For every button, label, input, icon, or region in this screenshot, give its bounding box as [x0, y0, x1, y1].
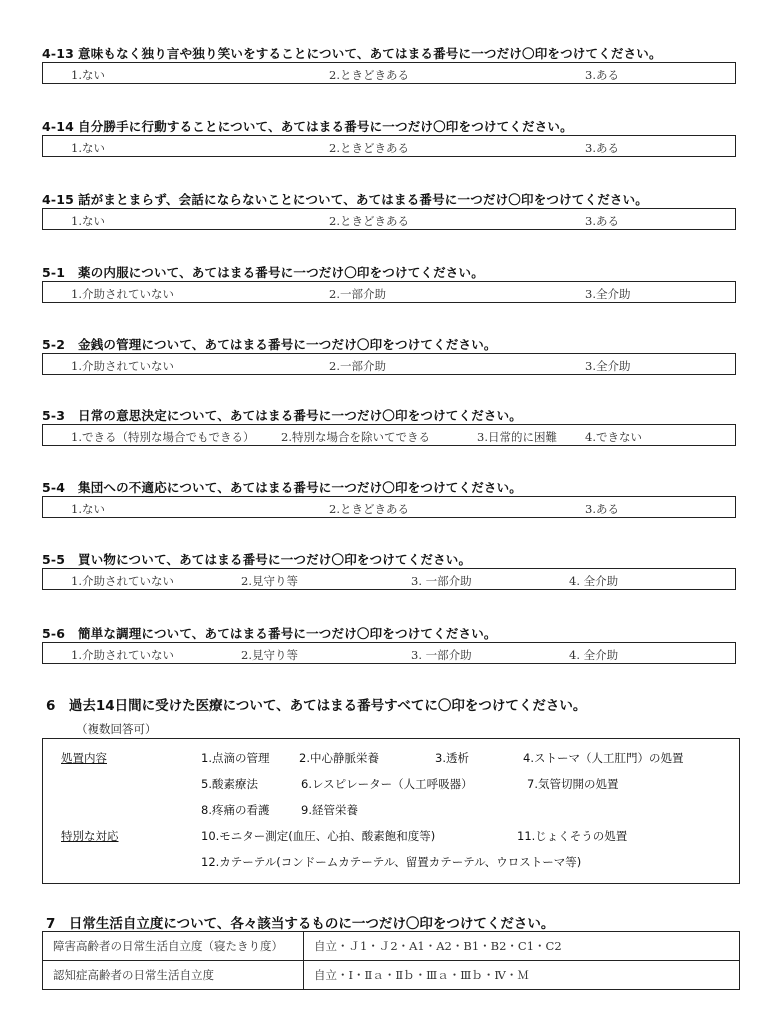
question-4-14	[42, 117, 573, 135]
question-number: 5-4	[42, 480, 66, 495]
option-4[interactable]: 4. 全介助	[569, 648, 619, 662]
question-text: 自分勝手に行動することについて、あてはまる番号に一つだけ〇印をつけてください。	[78, 119, 573, 134]
option-3[interactable]: 3. 一部介助	[411, 574, 472, 588]
question-number: 5-3	[42, 408, 66, 423]
question-5-3	[42, 406, 522, 424]
option-4[interactable]: 4.ストーマ（人工肛門）の処置	[523, 751, 684, 765]
question-text: 日常の意思決定について、あてはまる番号に一つだけ〇印をつけてください。	[78, 408, 523, 423]
option-7[interactable]: 7.気管切開の処置	[527, 777, 619, 791]
question-number: 5-6	[42, 626, 66, 641]
option-4[interactable]: 4. 全介助	[569, 574, 619, 588]
option-2[interactable]: 2.ときどきある	[329, 141, 409, 155]
option-11[interactable]: 11.じょくそうの処置	[517, 829, 628, 843]
option-3[interactable]: 3.ある	[585, 214, 619, 228]
answer-box-4-15	[42, 208, 736, 230]
question-text: 薬の内服について、あてはまる番号に一つだけ〇印をつけてください。	[78, 265, 484, 280]
option-2[interactable]: 2.ときどきある	[329, 214, 409, 228]
question-text: 簡単な調理について、あてはまる番号に一つだけ〇印をつけてください。	[78, 626, 497, 641]
option-2[interactable]: 2.ときどきある	[329, 68, 409, 82]
option-2[interactable]: 2.一部介助	[329, 287, 386, 301]
option-10[interactable]: 10.モニター測定(血圧、心拍、酸素飽和度等)	[201, 829, 436, 843]
option-2[interactable]: 2.特別な場合を除いてできる	[281, 430, 430, 444]
option-2[interactable]: 2.見守り等	[241, 574, 298, 588]
question-4-15	[42, 190, 648, 208]
row-label: 認知症高齢者の日常生活自立度	[43, 961, 304, 990]
special-label: 特別な対応	[61, 829, 119, 843]
option-4[interactable]: 4.できない	[585, 430, 642, 444]
answer-box-5-3	[42, 424, 736, 446]
row-label: 障害高齢者の日常生活自立度（寝たきり度）	[43, 932, 304, 961]
option-1[interactable]: 1.介助されていない	[71, 359, 174, 373]
option-3[interactable]: 3. 一部介助	[411, 648, 472, 662]
question-number: 5-1	[42, 265, 66, 280]
option-1[interactable]: 1.介助されていない	[71, 648, 174, 662]
option-3[interactable]: 3.全介助	[585, 359, 631, 373]
option-2[interactable]: 2.ときどきある	[329, 502, 409, 516]
section-6-title: 6 過去14日間に受けた医療について、あてはまる番号すべてに〇印をつけてください。	[46, 698, 587, 714]
answer-box-5-4	[42, 496, 736, 518]
option-1[interactable]: 1.介助されていない	[71, 574, 174, 588]
independence-table	[42, 931, 740, 990]
option-1[interactable]: 1.ない	[71, 502, 105, 516]
option-1[interactable]: 1.介助されていない	[71, 287, 174, 301]
question-text: 金銭の管理について、あてはまる番号に一つだけ〇印をつけてください。	[78, 337, 497, 352]
question-5-2	[42, 335, 497, 353]
row-values[interactable]: 自立・Ｊ1・Ｊ2・A1・A2・B1・B2・C1・C2	[304, 932, 740, 961]
option-1[interactable]: 1.できる（特別な場合でもできる）	[71, 430, 255, 444]
option-3[interactable]: 3.ある	[585, 68, 619, 82]
question-number: 4-14	[42, 119, 75, 134]
option-12[interactable]: 12.カテーテル(コンドームカテーテル、留置カテーテル、ウロストーマ等)	[201, 855, 582, 869]
question-number: 5-5	[42, 552, 66, 567]
answer-box-5-6	[42, 642, 736, 664]
option-5[interactable]: 5.酸素療法	[201, 777, 258, 791]
option-9[interactable]: 9.経管栄養	[301, 803, 358, 817]
question-text: 集団への不適応について、あてはまる番号に一つだけ〇印をつけてください。	[78, 480, 523, 495]
question-5-5	[42, 550, 471, 568]
multiple-answer-note: （複数回答可）	[76, 722, 157, 736]
answer-box-5-5	[42, 568, 736, 590]
table-row	[43, 961, 740, 990]
answer-box-4-13	[42, 62, 736, 84]
option-8[interactable]: 8.疼痛の看護	[201, 803, 270, 817]
option-3[interactable]: 3.透析	[435, 751, 469, 765]
option-1[interactable]: 1.ない	[71, 141, 105, 155]
question-number: 4-13	[42, 46, 75, 61]
option-6[interactable]: 6.レスピレーター（人工呼吸器）	[301, 777, 473, 791]
option-3[interactable]: 3.日常的に困難	[477, 430, 557, 444]
question-5-6	[42, 624, 497, 642]
question-5-4	[42, 478, 522, 496]
option-1[interactable]: 1.ない	[71, 68, 105, 82]
table-row	[43, 932, 740, 961]
section-7-title: 7 日常生活自立度について、各々該当するものに一つだけ〇印をつけてください。	[46, 916, 555, 932]
question-text: 買い物について、あてはまる番号に一つだけ〇印をつけてください。	[78, 552, 472, 567]
option-2[interactable]: 2.中心静脈栄養	[299, 751, 379, 765]
option-2[interactable]: 2.見守り等	[241, 648, 298, 662]
answer-box-5-1	[42, 281, 736, 303]
option-1[interactable]: 1.点滴の管理	[201, 751, 270, 765]
answer-box-5-2	[42, 353, 736, 375]
question-number: 5-2	[42, 337, 66, 352]
question-number: 4-15	[42, 192, 75, 207]
option-2[interactable]: 2.一部介助	[329, 359, 386, 373]
question-5-1	[42, 263, 484, 281]
medical-treatment-box	[42, 738, 740, 884]
option-3[interactable]: 3.全介助	[585, 287, 631, 301]
option-3[interactable]: 3.ある	[585, 502, 619, 516]
question-4-13	[42, 44, 662, 62]
option-3[interactable]: 3.ある	[585, 141, 619, 155]
treatment-label: 処置内容	[61, 751, 107, 765]
row-values[interactable]: 自立・Ⅰ・Ⅱａ・Ⅱｂ・Ⅲａ・Ⅲｂ・Ⅳ・Ｍ	[304, 961, 740, 990]
option-1[interactable]: 1.ない	[71, 214, 105, 228]
question-text: 意味もなく独り言や独り笑いをすることについて、あてはまる番号に一つだけ〇印をつけてください。	[78, 46, 662, 61]
question-text: 話がまとまらず、会話にならないことについて、あてはまる番号に一つだけ〇印をつけてください。	[78, 192, 649, 207]
answer-box-4-14	[42, 135, 736, 157]
